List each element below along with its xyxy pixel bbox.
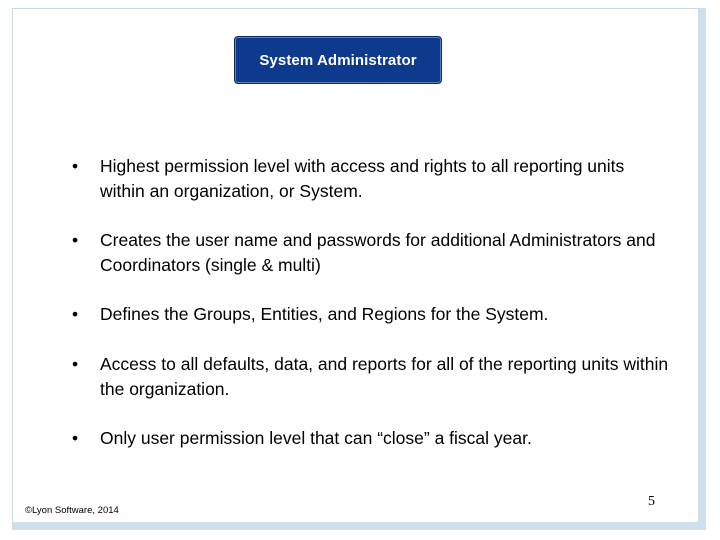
- bullet-item: [72, 228, 672, 278]
- bullet-item: [72, 352, 672, 402]
- bullet-dot-icon: •: [72, 156, 79, 176]
- bullet-dot-icon: •: [72, 428, 79, 448]
- bullet-dot-icon: •: [72, 230, 79, 250]
- bullet-item: [72, 302, 672, 327]
- bullet-text: Defines the Groups, Entities, and Regions for the System.: [100, 304, 549, 324]
- slide-title: System Administrator: [259, 51, 417, 69]
- bullet-text: Creates the user name and passwords for additional Administrators and Coordinators (single & multi): [100, 230, 656, 275]
- footer-copyright: ©Lyon Software, 2014: [25, 505, 119, 516]
- bullet-dot-icon: •: [72, 354, 79, 374]
- bullet-dot-icon: •: [72, 304, 79, 324]
- bullet-item: [72, 154, 672, 204]
- bullet-text: Access to all defaults, data, and reports for all of the reporting units within the organization.: [100, 354, 669, 399]
- title-box: [234, 36, 442, 84]
- page-number: 5: [648, 494, 655, 509]
- bullet-text: Highest permission level with access and rights to all reporting units within an organization, or System.: [100, 156, 625, 201]
- bullet-item: [72, 426, 672, 451]
- bullet-text: Only user permission level that can “close” a fiscal year.: [100, 428, 532, 448]
- bullet-list: [72, 154, 672, 476]
